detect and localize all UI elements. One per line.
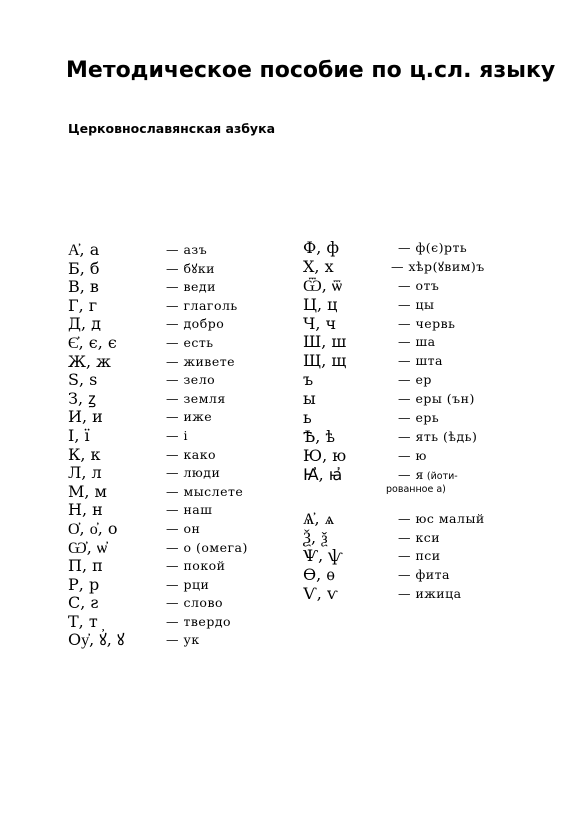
letter-forms: Ѧ҆, ѧ <box>303 508 335 528</box>
letter-forms: Г, г <box>68 295 98 315</box>
letter-name: — он <box>166 520 201 536</box>
letter-forms: Л, л <box>68 463 102 483</box>
letter-name: — ф(є)рть <box>398 240 468 255</box>
letter-forms: К, к <box>68 444 101 464</box>
letter-name: — мыслете <box>166 483 244 499</box>
letter-name: — есть <box>166 334 214 350</box>
letter-name: — ерь <box>398 410 440 426</box>
letter-name: — пси <box>398 548 441 564</box>
letter-forms: Ѳ, ѳ <box>303 565 336 585</box>
letter-name: — ижица <box>398 586 462 602</box>
letter-forms: Є҆, є, є <box>68 332 117 352</box>
letter-name: — азъ <box>166 242 208 257</box>
letter-forms: Ꙗ҆, ꙗ҆ <box>303 464 343 484</box>
letter-forms: Ѣ, ѣ <box>303 426 336 446</box>
letter-name: — ер <box>398 372 432 388</box>
letter-name: — шта <box>398 353 443 369</box>
letter-forms: Х, х <box>303 256 334 276</box>
letter-forms: С, ꙅ <box>68 593 99 613</box>
letter-forms: Щ, щ <box>303 351 347 371</box>
letter-name: — фита <box>398 567 450 583</box>
letter-name: — како <box>166 446 217 462</box>
letter-forms: І, ї <box>68 425 90 445</box>
letter-name: — кси <box>398 529 441 545</box>
letter-name: — наш <box>166 502 213 518</box>
letter-name: — бꙋки <box>166 260 216 276</box>
letter-name: — зело <box>166 372 216 388</box>
letter-name: — червь <box>398 315 456 331</box>
page-title: Методическое пособие по ц.сл. языку <box>66 58 556 83</box>
letter-forms: Ш, ш <box>303 332 347 352</box>
letter-forms: ы <box>303 389 316 409</box>
letter-name: — покой <box>166 558 226 574</box>
letter-forms: Ѵ, ѵ <box>303 584 338 604</box>
letter-name: — глаголь <box>166 297 238 313</box>
letter-forms: О҆, о҆, о <box>68 518 118 538</box>
letter-forms: Ф, ф <box>303 238 339 257</box>
letter-name: — ю <box>398 447 427 463</box>
letter-forms: Ѿ, ѿ <box>303 275 343 295</box>
letter-forms: Ѕ, ѕ <box>68 370 98 390</box>
letter-name: — юс малый <box>398 510 485 526</box>
letter-forms: ь <box>303 408 312 428</box>
letter-forms: Д, д <box>68 314 102 334</box>
letter-note-continued: рованное а) <box>386 483 446 495</box>
letter-name: — і <box>166 427 188 443</box>
letter-name: — слово <box>166 595 224 611</box>
letter-forms: М, м <box>68 481 107 501</box>
letter-name: — отъ <box>398 277 440 293</box>
letter-forms: Ж, ж <box>68 351 111 371</box>
letter-name: — веди <box>166 279 216 295</box>
letter-name: — рци <box>166 576 210 592</box>
letter-forms: Ц, ц <box>303 294 338 314</box>
letter-name: — хѣр(ꙋвим)ъ <box>391 258 485 274</box>
letter-name: — ять (ѣдь) <box>398 428 478 444</box>
letter-name: — еры (ън) <box>398 391 475 407</box>
letter-name: — я (йоти- <box>398 466 458 482</box>
letter-forms: А҆, а <box>68 240 100 259</box>
letter-forms: Ю, ю <box>303 445 347 465</box>
section-subtitle: Церковнославянская азбука <box>68 121 276 136</box>
letter-forms: И, и <box>68 407 103 427</box>
letter-forms: Ч, ч <box>303 313 337 333</box>
letter-name: — цы <box>398 296 435 312</box>
letter-forms: ъ <box>303 370 314 390</box>
letter-forms: Р, р <box>68 574 100 594</box>
letter-name: — твердо <box>166 613 232 629</box>
letter-forms: Н, н <box>68 500 103 520</box>
letter-forms: Ѯ, ѯ <box>303 527 328 547</box>
letter-forms: Оу҆, ꙋ҆, ꙋ <box>68 630 125 650</box>
letter-note: (йоти- <box>423 470 458 482</box>
letter-forms: Т, т <box>68 611 98 631</box>
letter-name: — люди <box>166 465 221 481</box>
letter-name: — иже <box>166 409 213 425</box>
letter-name: — живете <box>166 353 236 369</box>
letter-name: — ша <box>398 334 436 350</box>
letter-forms: В, в <box>68 277 99 297</box>
letter-name: — добро <box>166 316 225 332</box>
letter-forms: П, п <box>68 556 103 576</box>
letter-forms: З, ꙁ <box>68 388 96 408</box>
letter-forms: Ѱ, ѱ <box>303 546 343 566</box>
letter-name: — ук <box>166 632 200 648</box>
letter-name: — земля <box>166 390 226 406</box>
letter-forms: Ѡ҆, ѡ҆ <box>68 537 108 557</box>
letter-name: — о (омега) <box>166 539 248 555</box>
letter-forms: Б, б <box>68 258 100 278</box>
